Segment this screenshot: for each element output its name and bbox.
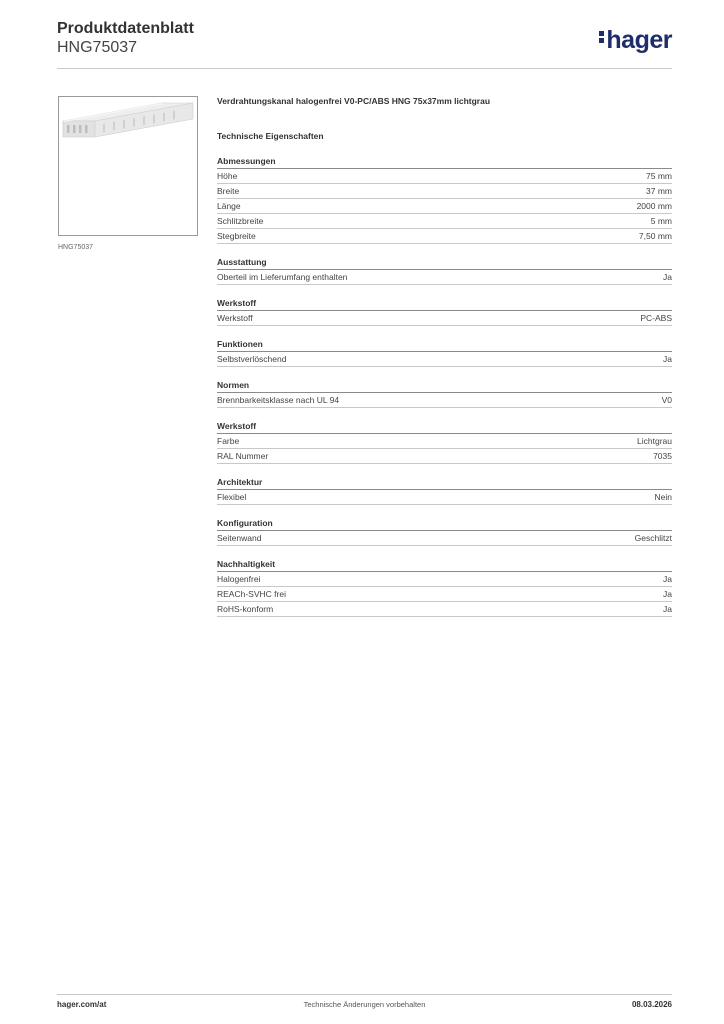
page-footer [57, 994, 672, 1015]
spec-label: Höhe [217, 171, 238, 181]
spec-group [217, 155, 672, 244]
spec-label: Brennbarkeitsklasse nach UL 94 [217, 395, 340, 405]
footer-website: hager.com/at [57, 1000, 107, 1009]
footer-date: 08.03.2026 [631, 1000, 672, 1009]
spec-label: Stegbreite [217, 231, 256, 241]
spec-label: Schlitzbreite [217, 216, 264, 226]
specifications [217, 96, 672, 629]
spec-row [217, 531, 672, 546]
logo-dots-icon [599, 29, 604, 45]
spec-row [217, 352, 672, 367]
group-title: Werkstoff [217, 297, 672, 311]
spec-row [217, 311, 672, 326]
spec-value: Ja [663, 272, 672, 282]
spec-row [217, 229, 672, 244]
spec-label: Selbstverlöschend [217, 354, 287, 364]
spec-label: Flexibel [217, 492, 247, 502]
spec-label: RoHS-konform [217, 604, 274, 614]
group-title: Ausstattung [217, 256, 672, 270]
spec-value: Ja [663, 574, 672, 584]
spec-value: PC-ABS [640, 313, 672, 323]
spec-value: 2000 mm [636, 201, 672, 211]
spec-row [217, 490, 672, 505]
spec-group [217, 297, 672, 326]
spec-row [217, 199, 672, 214]
spec-label: Halogenfrei [217, 574, 261, 584]
spec-value: 75 mm [646, 171, 672, 181]
spec-group [217, 517, 672, 546]
group-title: Werkstoff [217, 420, 672, 434]
spec-row [217, 184, 672, 199]
spec-value: 5 mm [650, 216, 672, 226]
spec-label: Breite [217, 186, 240, 196]
spec-value: Geschlitzt [634, 533, 672, 543]
spec-groups [217, 155, 672, 617]
spec-group [217, 379, 672, 408]
spec-label: Werkstoff [217, 313, 253, 323]
product-image [58, 96, 198, 236]
product-code: HNG75037 [57, 39, 138, 56]
group-title: Normen [217, 379, 672, 393]
spec-group [217, 420, 672, 464]
spec-row [217, 434, 672, 449]
spec-group [217, 476, 672, 505]
spec-row [217, 572, 672, 587]
header-divider [57, 68, 672, 69]
spec-label: Länge [217, 201, 241, 211]
spec-row [217, 587, 672, 602]
group-title: Abmessungen [217, 155, 672, 169]
cable-duct-illustration-icon [59, 97, 197, 235]
spec-row [217, 602, 672, 617]
spec-row [217, 449, 672, 464]
spec-row [217, 214, 672, 229]
spec-value: Lichtgrau [637, 436, 672, 446]
page-header [57, 20, 672, 70]
document-title: Produktdatenblatt [57, 20, 194, 37]
group-title: Architektur [217, 476, 672, 490]
spec-label: REACh-SVHC frei [217, 589, 286, 599]
spec-value: Ja [663, 589, 672, 599]
spec-label: RAL Nummer [217, 451, 269, 461]
spec-row [217, 270, 672, 285]
spec-value: V0 [661, 395, 672, 405]
spec-group [217, 338, 672, 367]
group-title: Funktionen [217, 338, 672, 352]
spec-value: 37 mm [646, 186, 672, 196]
spec-group [217, 558, 672, 617]
hager-logo [599, 26, 672, 55]
section-heading: Technische Eigenschaften [217, 131, 324, 141]
spec-group [217, 256, 672, 285]
spec-row [217, 393, 672, 408]
group-title: Konfiguration [217, 517, 672, 531]
spec-value: Ja [663, 604, 672, 614]
spec-value: 7035 [653, 451, 672, 461]
group-title: Nachhaltigkeit [217, 558, 672, 572]
logo-text: hager [606, 26, 672, 54]
spec-label: Seitenwand [217, 533, 262, 543]
product-name: Verdrahtungskanal halogenfrei V0-PC/ABS HNG 75x37mm lichtgrau [217, 96, 491, 106]
footer-note: Technische Änderungen vorbehalten [303, 1000, 426, 1009]
spec-label: Farbe [217, 436, 240, 446]
spec-value: 7,50 mm [638, 231, 672, 241]
spec-row [217, 169, 672, 184]
spec-value: Ja [663, 354, 672, 364]
spec-label: Oberteil im Lieferumfang enthalten [217, 272, 348, 282]
spec-value: Nein [654, 492, 672, 502]
image-caption: HNG75037 [58, 244, 94, 251]
